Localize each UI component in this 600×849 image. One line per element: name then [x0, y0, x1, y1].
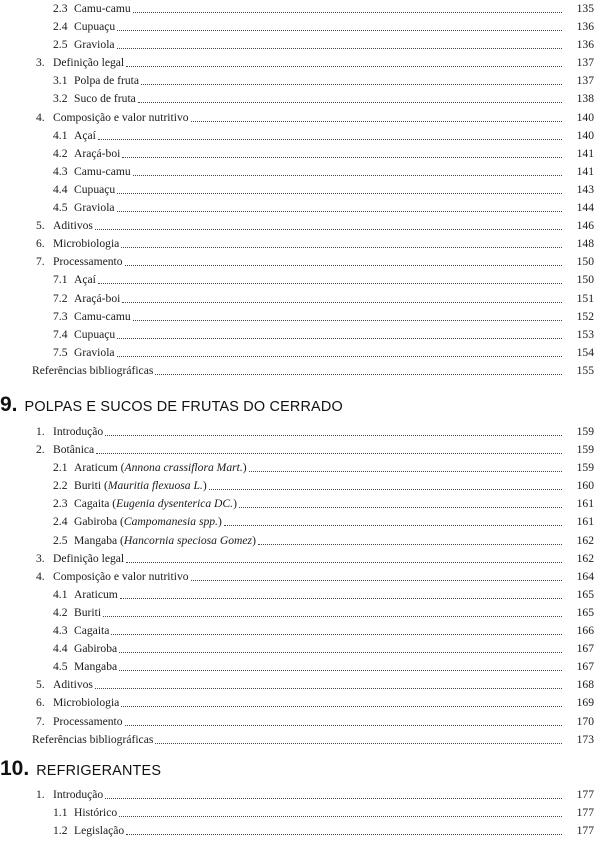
toc-entry-number: 6. — [36, 237, 45, 251]
toc-entry-scientific-name: Annona crassiflora Mart. — [124, 461, 243, 475]
toc-entry-title — [74, 90, 136, 108]
toc-entry — [32, 658, 594, 676]
toc-entry-title-suffix: ) — [202, 479, 207, 493]
toc-entry-page-number: 165 — [576, 605, 594, 619]
toc-entry-number: 1. — [36, 425, 45, 438]
toc-entry-title — [74, 513, 222, 531]
toc-entry-title-text: Mangaba ( — [74, 533, 124, 547]
toc-entry-number: 7.5 — [53, 345, 68, 359]
toc-entry-page-number: 159 — [576, 425, 594, 438]
toc-entry-title — [53, 694, 119, 712]
toc-entry-title-text: Graviola — [74, 38, 115, 52]
toc-entry-page-number: 136 — [576, 38, 594, 52]
toc-entry-title — [74, 72, 139, 90]
dot-leader — [105, 788, 562, 799]
dot-leader — [125, 715, 562, 726]
toc-entry — [32, 72, 594, 90]
toc-entry-title — [74, 290, 120, 308]
toc-entry-page-number: 150 — [576, 255, 594, 269]
dot-leader — [103, 606, 562, 617]
toc-entry-number: 4.3 — [53, 624, 68, 638]
toc-entry-title-text: Gabiroba — [74, 642, 118, 656]
dot-leader — [117, 183, 562, 194]
dot-leader — [119, 806, 562, 817]
toc-entry-title — [74, 344, 115, 362]
toc-entry-title-suffix: ) — [233, 497, 237, 511]
toc-entry-title-text: Camu-camu — [74, 2, 131, 15]
toc-entry-number: 7. — [36, 714, 45, 728]
dot-leader — [117, 346, 562, 357]
toc-entry-number: 3. — [36, 56, 45, 70]
toc-entry-page-number: 159 — [576, 443, 594, 457]
chapter-number: 9. — [0, 393, 18, 416]
toc-entry-title — [74, 622, 109, 640]
toc-entry — [32, 127, 594, 145]
toc-entry-title — [74, 658, 117, 676]
toc-entry-title — [74, 477, 207, 495]
dot-leader — [191, 570, 562, 581]
toc-entry-title — [74, 145, 120, 163]
toc-entry-number: 7.3 — [53, 309, 68, 323]
toc-entry-number: 2.3 — [53, 497, 68, 511]
toc-entry — [32, 622, 594, 640]
dot-leader — [133, 165, 562, 176]
toc-entry-title-text: Microbiologia — [53, 696, 120, 710]
toc-entry-title — [53, 786, 103, 804]
toc-entry — [32, 804, 594, 822]
toc-entry-title-text: Cagaita — [74, 624, 110, 638]
toc-entry-title-text: Definição legal — [53, 56, 125, 70]
dot-leader — [249, 461, 562, 472]
toc-entry-number: 5. — [36, 678, 45, 692]
toc-entry-page-number: 144 — [576, 201, 594, 215]
toc-entry-title — [53, 676, 93, 694]
toc-entry-page-number: 155 — [576, 363, 594, 377]
toc-entry-title — [74, 308, 131, 326]
toc-entry-title-text: Cupuaçu — [74, 327, 116, 341]
toc-entry-title-text: Microbiologia — [53, 237, 120, 251]
toc-entry-title-text: Aditivos — [53, 219, 93, 233]
toc-entry-title — [74, 326, 115, 344]
toc-entry-title — [74, 822, 124, 840]
toc-entry — [32, 326, 594, 344]
toc-entry — [32, 676, 594, 694]
toc-entry-page-number: 164 — [576, 569, 594, 583]
toc-entry-number: 3.2 — [53, 92, 68, 106]
toc-entry — [32, 586, 594, 604]
toc-entry-title — [74, 604, 101, 622]
toc-entry-page-number: 165 — [576, 587, 594, 601]
dot-leader — [117, 20, 562, 31]
toc-entry-title-text: Definição legal — [53, 551, 125, 565]
dot-leader — [105, 425, 562, 436]
toc-section-continued — [32, 0, 594, 380]
toc-entry — [32, 604, 594, 622]
toc-entry-page-number: 169 — [576, 696, 594, 710]
toc-entry-title — [53, 109, 189, 127]
toc-entry — [32, 271, 594, 289]
toc-entry-page-number: 167 — [576, 660, 594, 674]
dot-leader — [98, 129, 562, 140]
dot-leader — [111, 624, 562, 635]
dot-leader — [239, 497, 562, 508]
toc-entry-page-number: 153 — [576, 327, 594, 341]
toc-entry-title-text: Açaí — [74, 273, 96, 287]
toc-entry-number: 2.5 — [53, 38, 68, 52]
toc-entry — [32, 423, 594, 441]
toc-entry-page-number: 141 — [576, 164, 594, 178]
toc-entry — [32, 362, 594, 380]
toc-entry-page-number: 162 — [576, 533, 594, 547]
toc-entry-title — [53, 713, 123, 731]
toc-entry — [32, 441, 594, 459]
chapter-title: POLPAS E SUCOS DE FRUTAS DO CERRADO — [24, 399, 343, 415]
toc-entry — [32, 694, 594, 712]
toc-entry-title — [74, 127, 96, 145]
toc-entry — [32, 235, 594, 253]
toc-entry-number: 1.1 — [53, 806, 68, 820]
dot-leader — [133, 310, 562, 321]
toc-entry-title-text: Referências bibliográficas — [32, 732, 154, 746]
toc-entry-number: 6. — [36, 696, 45, 710]
toc-entry-title-text: Araçá-boi — [74, 146, 121, 160]
toc-entry-title-text: Cagaita ( — [74, 497, 117, 511]
toc-entry — [32, 145, 594, 163]
dot-leader — [117, 328, 562, 339]
toc-entry-title-text: Camu-camu — [74, 309, 131, 323]
toc-entry-title — [53, 235, 119, 253]
toc-entry-number: 2.1 — [53, 461, 68, 475]
toc-entry-scientific-name: Eugenia dysenterica DC. — [116, 497, 234, 511]
toc-entry — [32, 713, 594, 731]
toc-entry-title — [53, 217, 93, 235]
dot-leader — [133, 2, 562, 13]
toc-entry-title-text: Aditivos — [53, 678, 93, 692]
toc-entry — [32, 532, 594, 550]
toc-entry-title-text: Araçá-boi — [74, 291, 121, 305]
toc-entry-number: 7.4 — [53, 327, 68, 341]
toc-entry — [32, 477, 594, 495]
dot-leader — [191, 111, 562, 122]
toc-entry-page-number: 167 — [576, 642, 594, 656]
toc-entry-title-text: Buriti — [74, 605, 102, 619]
toc-entry-number: 2. — [36, 443, 45, 457]
toc-entry-title-text: Camu-camu — [74, 164, 131, 178]
toc-section-chapter-10 — [32, 786, 594, 840]
toc-entry-page-number: 168 — [576, 678, 594, 692]
toc-entry-title-text: Suco de fruta — [74, 92, 136, 106]
toc-entry-page-number: 177 — [576, 824, 594, 838]
toc-entry-title-text: Processamento — [53, 255, 123, 269]
toc-entry-title — [53, 54, 124, 72]
toc-entry-title — [53, 423, 103, 441]
toc-entry — [32, 822, 594, 840]
toc-entry-number: 7.1 — [53, 273, 68, 287]
dot-leader — [119, 660, 562, 671]
toc-entry-number: 1. — [36, 788, 45, 801]
toc-entry-page-number: 148 — [576, 237, 594, 251]
toc-entry-title — [53, 568, 189, 586]
toc-entry-number: 4.5 — [53, 660, 68, 674]
toc-entry-number: 2.3 — [53, 2, 68, 15]
toc-entry-title-text: Graviola — [74, 345, 115, 359]
toc-entry — [32, 731, 594, 749]
toc-entry-title-text: Polpa de fruta — [74, 74, 140, 88]
toc-entry-number: 3.1 — [53, 74, 68, 88]
toc-entry-number: 4.1 — [53, 128, 68, 142]
dot-leader — [209, 479, 562, 490]
toc-entry — [32, 54, 594, 72]
toc-entry — [32, 344, 594, 362]
toc-entry-title-text: Gabiroba ( — [74, 515, 124, 529]
toc-entry-page-number: 162 — [576, 551, 594, 565]
toc-entry-title — [74, 181, 115, 199]
toc-entry — [32, 18, 594, 36]
dot-leader — [96, 443, 562, 454]
toc-entry-title-suffix: ) — [242, 461, 247, 475]
dot-leader — [141, 74, 562, 85]
toc-entry-title — [32, 731, 153, 749]
toc-entry — [32, 550, 594, 568]
dot-leader — [121, 237, 562, 248]
toc-entry — [32, 36, 594, 54]
toc-entry — [32, 253, 594, 271]
toc-entry-title-text: Processamento — [53, 714, 123, 728]
toc-entry — [32, 163, 594, 181]
toc-entry-page-number: 137 — [576, 56, 594, 70]
chapter-heading-9 — [0, 393, 343, 417]
dot-leader — [95, 219, 562, 230]
toc-entry-title — [74, 36, 115, 54]
toc-entry-title — [74, 804, 117, 822]
toc-entry-number: 7.2 — [53, 291, 68, 305]
toc-entry-title-text: Histórico — [74, 806, 118, 820]
toc-entry-title-text: Introdução — [53, 788, 104, 801]
toc-entry-page-number: 160 — [576, 479, 594, 493]
toc-entry-title-text: Mangaba — [74, 660, 118, 674]
toc-entry-number: 4. — [36, 110, 45, 124]
toc-entry-title-text: Araticum — [74, 587, 118, 601]
dot-leader — [119, 642, 562, 653]
dot-leader — [122, 292, 562, 303]
toc-entry-page-number: 177 — [576, 788, 594, 801]
toc-entry — [32, 199, 594, 217]
toc-entry — [32, 786, 594, 804]
toc-entry-number: 7. — [36, 255, 45, 269]
toc-entry-page-number: 154 — [576, 345, 594, 359]
toc-entry-title-text: Açaí — [74, 128, 96, 142]
toc-entry-number: 4.2 — [53, 605, 68, 619]
dot-leader — [155, 364, 562, 375]
toc-entry-title — [74, 199, 115, 217]
dot-leader — [125, 255, 562, 266]
toc-entry — [32, 459, 594, 477]
toc-entry-page-number: 159 — [576, 461, 594, 475]
toc-section-chapter-9 — [32, 423, 594, 749]
toc-entry — [32, 217, 594, 235]
toc-entry-number: 4.2 — [53, 146, 68, 160]
toc-entry-page-number: 166 — [576, 624, 594, 638]
toc-entry-number: 4.4 — [53, 182, 68, 196]
toc-entry-title-text: Introdução — [53, 425, 104, 438]
toc-entry-number: 4.1 — [53, 587, 68, 601]
toc-entry-title — [74, 163, 131, 181]
toc-entry-page-number: 136 — [576, 20, 594, 34]
toc-entry — [32, 513, 594, 531]
toc-entry-page-number: 170 — [576, 714, 594, 728]
toc-entry-page-number: 141 — [576, 146, 594, 160]
toc-entry-title — [74, 532, 256, 550]
toc-entry — [32, 181, 594, 199]
dot-leader — [126, 824, 562, 835]
toc-entry-page-number: 140 — [576, 110, 594, 124]
dot-leader — [224, 515, 562, 526]
toc-entry-page-number: 143 — [576, 182, 594, 196]
toc-entry-number: 3. — [36, 551, 45, 565]
dot-leader — [117, 201, 562, 212]
toc-entry-title-text: Buriti ( — [74, 479, 108, 493]
toc-entry-number: 2.4 — [53, 20, 68, 34]
toc-entry-title — [74, 495, 237, 513]
toc-entry-page-number: 137 — [576, 74, 594, 88]
toc-entry — [32, 308, 594, 326]
toc-entry — [32, 568, 594, 586]
toc-entry-title-suffix: ) — [252, 533, 256, 547]
dot-leader — [98, 273, 562, 284]
toc-entry-number: 4.5 — [53, 201, 68, 215]
toc-entry — [32, 640, 594, 658]
toc-entry — [32, 0, 594, 18]
toc-entry-title-text: Botânica — [53, 443, 95, 457]
toc-entry — [32, 90, 594, 108]
dot-leader — [120, 588, 562, 599]
dot-leader — [117, 38, 562, 49]
toc-entry-title-text: Cupuaçu — [74, 182, 116, 196]
dot-leader — [155, 733, 562, 744]
toc-entry-page-number: 151 — [576, 291, 594, 305]
toc-entry-title-text: Referências bibliográficas — [32, 363, 154, 377]
toc-entry — [32, 290, 594, 308]
toc-entry — [32, 109, 594, 127]
toc-entry-scientific-name: Mauritia flexuosa L. — [107, 479, 203, 493]
toc-entry-title-suffix: ) — [217, 515, 222, 529]
toc-entry-page-number: 146 — [576, 219, 594, 233]
toc-entry-title-text: Araticum ( — [74, 461, 125, 475]
toc-entry-title — [74, 640, 117, 658]
toc-entry-title — [53, 550, 124, 568]
toc-entry-title — [74, 18, 115, 36]
toc-entry-scientific-name: Campomanesia spp. — [123, 515, 218, 529]
toc-entry-number: 5. — [36, 219, 45, 233]
toc-entry-title — [74, 0, 131, 18]
dot-leader — [126, 552, 562, 563]
dot-leader — [122, 147, 562, 158]
toc-entry-page-number: 161 — [576, 497, 594, 511]
toc-entry-title-text: Composição e valor nutritivo — [53, 110, 189, 124]
toc-entry-title — [32, 362, 153, 380]
toc-entry-number: 2.5 — [53, 533, 68, 547]
toc-entry-number: 2.4 — [53, 515, 68, 529]
toc-entry-title-text: Legislação — [74, 824, 125, 838]
toc-entry-title — [53, 253, 123, 271]
toc-entry-title — [74, 271, 96, 289]
dot-leader — [95, 678, 562, 689]
toc-entry-number: 4.3 — [53, 164, 68, 178]
toc-entry-number: 4.4 — [53, 642, 68, 656]
toc-entry-page-number: 138 — [576, 92, 594, 106]
dot-leader — [121, 696, 562, 707]
toc-entry-page-number: 177 — [576, 806, 594, 820]
toc-entry-number: 1.2 — [53, 824, 68, 838]
toc-entry-title — [53, 441, 94, 459]
chapter-number: 10. — [0, 757, 30, 780]
toc-entry-page-number: 161 — [576, 515, 594, 529]
toc-entry-page-number: 135 — [576, 2, 594, 15]
toc-entry-title — [74, 586, 118, 604]
dot-leader — [126, 56, 562, 67]
toc-entry-page-number: 150 — [576, 273, 594, 287]
toc-entry-scientific-name: Hancornia speciosa Gomez — [123, 533, 253, 547]
toc-entry-title — [74, 459, 247, 477]
dot-leader — [138, 92, 562, 103]
toc-entry-page-number: 152 — [576, 309, 594, 323]
toc-entry-page-number: 173 — [576, 732, 594, 746]
dot-leader — [258, 534, 562, 545]
toc-entry-title-text: Composição e valor nutritivo — [53, 569, 189, 583]
toc-entry-number: 4. — [36, 569, 45, 583]
toc-entry-title-text: Cupuaçu — [74, 20, 116, 34]
toc-entry-title-text: Graviola — [74, 201, 115, 215]
chapter-title: REFRIGERANTES — [36, 763, 162, 779]
toc-entry-page-number: 140 — [576, 128, 594, 142]
toc-entry-number: 2.2 — [53, 479, 68, 493]
toc-entry — [32, 495, 594, 513]
chapter-heading-10 — [0, 757, 161, 781]
